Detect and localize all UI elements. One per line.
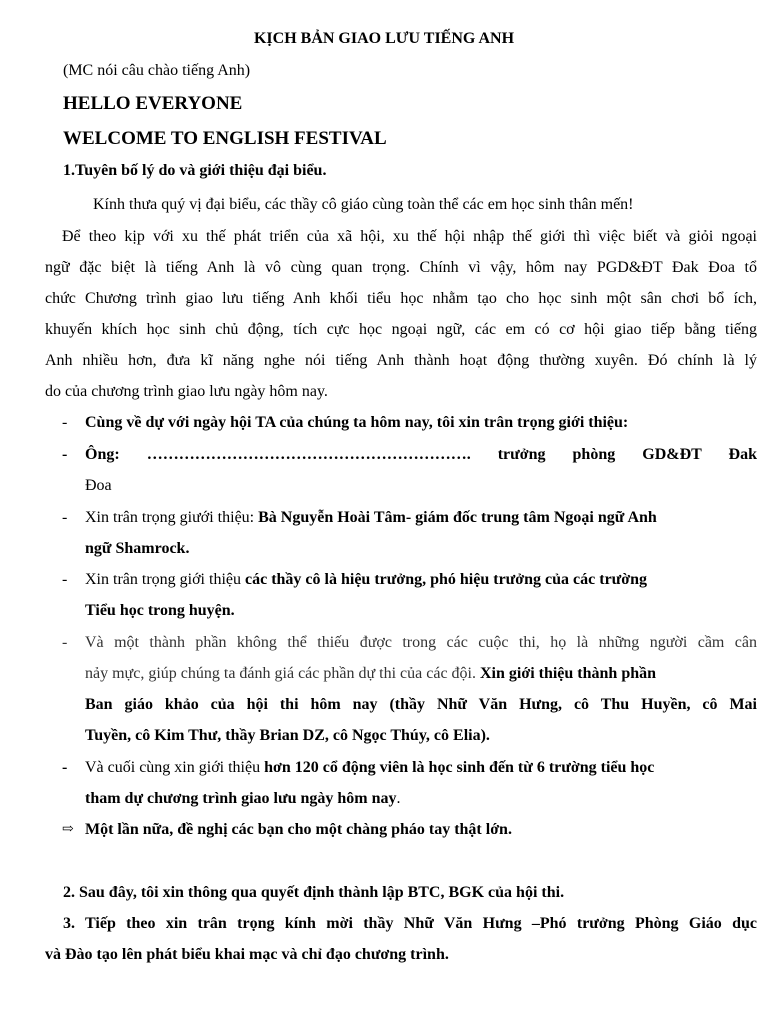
section3-line1: 3. Tiếp theo xin trân trọng kính mời thầy Nhữ Văn Hưng –Phó trưởng Phòng Giáo dục: [63, 915, 757, 932]
bullet-6-line2: [85, 790, 757, 808]
bullet-5-line2: [85, 665, 757, 683]
section2-text: 2. Sau đây, tôi xin thông qua quyết định thành lập BTC, BGK của hội thi.: [63, 884, 565, 901]
section1-heading: 1.Tuyên bố lý do và giới thiệu đại biểu.: [63, 162, 327, 179]
bullet-6-prefix: Và cuối cùng xin giới thiệu: [85, 759, 265, 776]
bullet-5-line2-prefix: nảy mực, giúp chúng ta đánh giá các phần dự thi của các đội.: [85, 665, 480, 682]
bullet-marker: -: [62, 509, 68, 526]
bullet-marker: -: [62, 446, 68, 463]
intro-line: Kính thưa quý vị đại biểu, các thầy cô giáo cùng toàn thể các em học sinh thân mến!: [93, 196, 634, 213]
para-line: chức Chương trình giao lưu tiếng Anh khối tiểu học nhằm tạo cho học sinh một sân chơi bổ ích,: [45, 290, 757, 307]
bullet-1-text: Cùng về dự với ngày hội TA của chúng ta hôm nay, tôi xin trân trọng giới thiệu:: [85, 414, 629, 431]
bullet-2-continuation: Đoa: [85, 477, 112, 494]
bullet-6-bold: hơn 120 cổ động viên là học sinh đến từ 6 trường tiểu học: [264, 759, 655, 776]
bullet-5-line4: Tuyền, cô Kim Thư, thầy Brian DZ, cô Ngọc Thúy, cô Elia).: [85, 727, 490, 744]
document-title: KỊCH BẢN GIAO LƯU TIẾNG ANH: [253, 30, 515, 47]
bullet-5-line2-bold: Xin giới thiệu thành phần: [479, 665, 657, 682]
bullet-6-text: [85, 759, 757, 777]
arrow-item-text: Một lần nữa, đề nghị các bạn cho một chàng pháo tay thật lớn.: [85, 821, 512, 838]
bullet-6-line2-end: .: [396, 790, 401, 807]
bullet-marker: -: [62, 759, 68, 776]
bullet-3-prefix: Xin trân trọng giưới thiệu:: [85, 509, 259, 526]
arrow-right-icon: ⇨: [62, 822, 74, 837]
bullet-marker: -: [62, 414, 68, 431]
bullet-5-text: Và một thành phần không thể thiếu được trong các cuộc thi, họ là những người cầm cân: [85, 634, 757, 651]
para-line: do của chương trình giao lưu ngày hôm nay.: [45, 383, 328, 400]
bullet-marker: -: [62, 634, 68, 651]
bullet-4-bold: các thầy cô là hiệu trưởng, phó hiệu trưởng của các trường: [245, 571, 648, 588]
para-line: Anh nhiều hơn, đưa kĩ năng nghe nói tiếng Anh thành hoạt động thường xuyên. Đó chính là lý: [45, 352, 757, 369]
mc-note: (MC nói câu chào tiếng Anh): [63, 62, 251, 79]
bullet-4-text: [85, 571, 757, 589]
bullet-4-continuation: Tiểu học trong huyện.: [85, 602, 235, 619]
bullet-3-bold: Bà Nguyễn Hoài Tâm- giám đốc trung tâm Ngoại ngữ Anh: [258, 509, 657, 526]
section3-line2: và Đào tạo lên phát biểu khai mạc và chỉ đạo chương trình.: [45, 946, 449, 963]
bullet-5-line3: Ban giáo khảo của hội thi hôm nay (thầy Nhữ Văn Hưng, cô Thu Huyền, cô Mai: [85, 696, 757, 713]
bullet-3-text: [85, 509, 757, 527]
greeting-hello: HELLO EVERYONE: [63, 93, 243, 114]
bullet-marker: -: [62, 571, 68, 588]
bullet-3-continuation: ngữ Shamrock.: [85, 540, 190, 557]
bullet-4-prefix: Xin trân trọng giới thiệu: [85, 571, 245, 588]
para-line: khuyến khích học sinh chủ động, tích cực học ngoại ngữ, các em có cơ hội giao tiếp bằng tiếng: [45, 321, 757, 338]
para-line: Để theo kịp với xu thế phát triển của xã hội, xu thế hội nhập thế giới thì việc biết và giỏi ngoại: [62, 228, 757, 245]
bullet-6-line2-bold: tham dự chương trình giao lưu ngày hôm nay: [85, 790, 397, 807]
greeting-welcome: WELCOME TO ENGLISH FESTIVAL: [63, 128, 387, 149]
para-line: ngữ đặc biệt là tiếng Anh là vô cùng quan trọng. Chính vì vậy, hôm nay PGD&ĐT Đak Đoa tổ: [45, 259, 757, 276]
bullet-2-text: Ông: ……………………………………………………. trưởng phòng GD&ĐT Đak: [85, 446, 757, 463]
